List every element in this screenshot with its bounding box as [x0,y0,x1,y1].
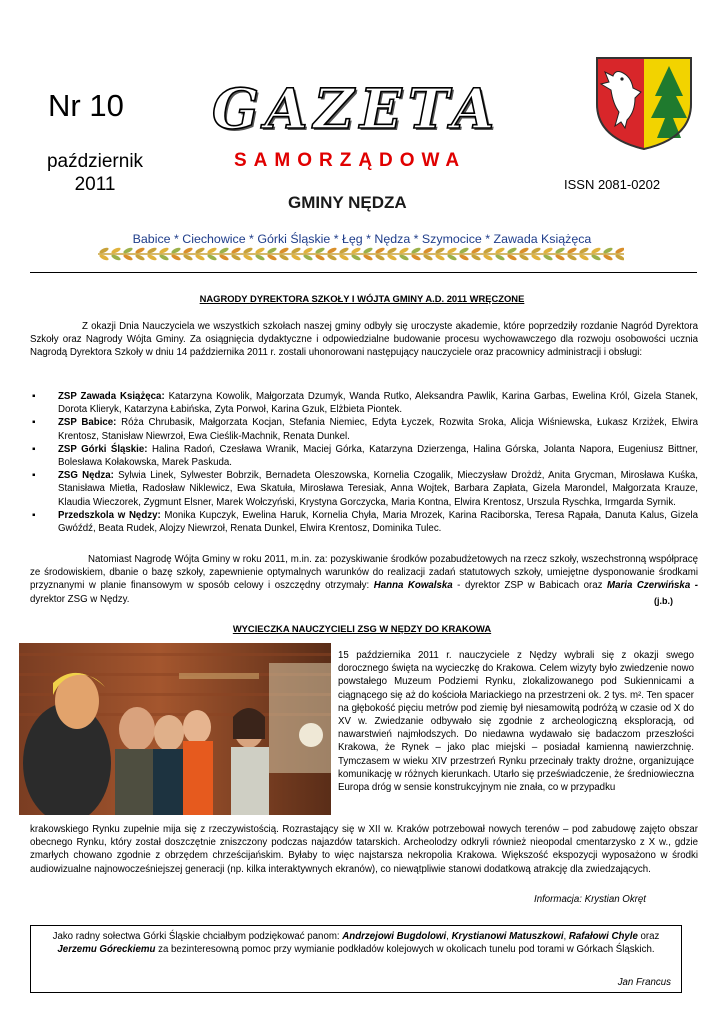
issue-number: Nr 10 [48,88,124,123]
coat-of-arms-icon [591,52,697,151]
school-name: ZSP Górki Śląskie: [58,443,148,455]
article1-outro [30,553,698,606]
thanks-box [30,925,682,993]
thanked-name: Andrzejowi Bugdolowi [342,931,447,942]
thanks-signature: Jan Francus [617,977,671,988]
header-rule [30,272,697,273]
school-name: ZSP Babice: [58,417,117,429]
issue-date [38,150,152,196]
award-names: Róża Chrubasik, Małgorzata Kocjan, Stefania Niemiec, Edyta Łyczek, Rozwita Sroka, Alicja Wiśniewska, Łukasz Krziżek, Elwira Krentosz, Stanisław Niewrzoł, Ewa Cieślik-Machnik, Renata Dunkel. [58,417,698,442]
list-item [30,469,698,509]
awardee-role: - dyrektor ZSP w Babicach oraz [452,580,608,592]
issue-month: październik [46,151,144,172]
thanks-text [37,930,675,957]
article2-column-right [338,649,694,794]
award-names: Monika Kupczyk, Ewelina Haruk, Kornelia Chyła, Maria Mrozek, Karina Raciborska, Teresa Rąpała, Danuta Kalus, Gizela Gwóźdź, Beata Rudek, Alojzy Niewrzoł, Renata Dunkel, Elwira Krentosz, Dominika Tulec. [58,509,698,535]
school-name: ZSG Nędza: [58,470,114,482]
masthead-subtitle: SAMORZĄDOWA [234,150,467,171]
thanks-separator: , [563,931,569,942]
thanked-name: Rafałowi Chyle [568,931,638,942]
article2-signature: Informacja: Krystian Okręt [534,894,646,905]
thanked-name: Jerzemu Góreckiemu [57,944,156,956]
article1-headline: NAGRODY DYREKTORA SZKOŁY I WÓJTA GMINY A.D. 2011 WRĘCZONE [199,293,525,304]
article1-signature: (j.b.) [654,596,673,606]
masthead-title: GAZETA [212,76,501,141]
outro-text: Natomiast Nagrodę Wójta Gminy w roku 2011, m.in. za: pozyskiwanie środków pozabudżetowych na rzecz szkoły, wszechstronną współpracę ze środowiskiem, dbanie o bazę szkoły, zapewnienie optymalnych warunków do realizacji zadań statutowych szkoły, umiejętne dysponowanie środkami przyznanymi w planie finansowym w sposób celowy i oszczędny otrzymały: [30,554,698,592]
list-item [30,416,698,442]
list-item [30,509,698,535]
list-item [30,443,698,469]
thanks-rest: za bezinteresowną pomoc przy wymianie podkładów kolejowych w okolicach tunelu pod torami w Górkach Śląskich. [155,944,655,956]
villages-list: Babice * Ciechowice * Górki Śląskie * Łęg * Nędza * Szymocice * Zawada Książęca [132,232,592,246]
awardee-role: dyrektor ZSG w Nędzy. [30,593,130,605]
thanks-separator: oraz [637,931,660,942]
issue-year: 2011 [74,174,116,195]
school-name: ZSP Zawada Książęca: [58,391,165,402]
article2-text-below: krakowskiego Rynku zupełnie mija się z rzeczywistością. Rozrastający się w XII w. Kraków potrzebował nowych terenów – pod zabudowę zajęto obszar obecnego Rynku, który został doszczętnie zniszczony podczas najazdów tatarskich. Archeolodzy odkryli również nieopodal cmentarzysko z X w., gdzie zmarłych chowano zgodnie z obrzędem chrześcijańskim. Byłaby to więc najstarsza nekropolia Krakowa. Większość ekspozycji wyposażono w środki audiowizualne najnowocześniejszej generacji (np. kilka interaktywnych ekranów), co niewątpliwie stanowi dodatkową atrakcję dla zwiedzających. [30,824,698,875]
article1-intro: Z okazji Dnia Nauczyciela we wszystkich szkołach naszej gminy odbyły się uroczyste akademie, które poprzedziły rozdanie Nagród Dyrektora Szkoły oraz Nagrody Wójta Gminy. Za osiągnięcia dydaktyczne i odpowiedzialne budowanie procesu wychowawczego dla rozwoju osobowości ucznia Nagrodą Dyrektora Szkoły w dniu 14 października 2011 r. zostali uhonorowani następujący nauczyciele oraz pracownicy administracji i obsługi: [30,321,698,359]
school-name: Przedszkola w Nędzy: [58,509,161,521]
awardee-name: Maria Czerwińska - [607,580,698,592]
award-names: Halina Radoń, Czesława Wranik, Maciej Górka, Katarzyna Dzierzenga, Halina Górska, Jolanta Napora, Eugeniusz Bittner, Bolesława Kołakowska, Marek Paskuda. [58,443,698,469]
article2-headline: WYCIECZKA NAUCZYCIELI ZSG W NĘDZY DO KRAKOWA [232,623,492,634]
thanked-name: Krystianowi Matuszkowi [451,931,564,942]
award-names: Katarzyna Kowolik, Małgorzata Dzumyk, Wanda Rutko, Aleksandra Pawlik, Karina Garbas, Ewelina Król, Gizela Stanek, Dorota Klieryk, Katarzyna Łabińska, Zyta Porwoł, Karina Gzuk, Elżbieta Piontek. [58,391,698,416]
awards-list [30,390,698,535]
list-item [30,390,698,416]
wheat-garland-icon [98,246,624,262]
teachers-in-museum-photo [19,643,331,815]
thanks-lead: Jako radny sołectwa Górki Śląskie chciałbym podziękować panom: [52,931,343,942]
awardee-name: Hanna Kowalska [373,580,453,592]
thanks-separator: , [446,931,452,942]
article2-text-right: 15 października 2011 r. nauczyciele z Nędzy wybrali się z okazji swego dorocznego święta na wycieczkę do Krakowa. Celem wizyty było zwiedzenie nowo powstałego Muzeum Podziemi Rynku, zlokalizowanego pod Sukiennicami a ciągnącego się aż do kościoła Mariackiego na przestrzeni ok. 2 tys. m². Ten spacer na głębokość pięciu metrów pod ziemię był niesamowitą podróżą w czasie od X do XV w. Zwiedzanie odbywało się zgodnie z archeologiczną eksploracją, od nawarstwień najmłodszych. Do niedawna wydawało się badaczom przeszłości Krakowa, że Rynek – jako plac miejski – posiadał kamienną nawierzchnię. Tymczasem w wieku XIV przestrzeń Rynku przecinały trakty drożne, organizujące komunikację w różnych kierunkach. Utarło się przeświadczenie, że średniowieczna Europa dróg w sensie konstrukcyjnym nie znała, co w przypadku [338,650,694,794]
issn: ISSN 2081-0202 [564,177,661,192]
award-names: Sylwia Linek, Sylwester Bobrzik, Bernadeta Oleszowska, Kornelia Czogalik, Mieczysław Drożdż, Anita Grycman, Mirosława Kuśka, Stanisława Mietła, Radosław Niklewicz, Ewa Skatuła, Mirosława Teresiak, Anna Wojtek, Barbara Zapłata, Gizela Marondel, Małgorzata Krauze, Klaudia Wieczorek, Zygmunt Elsner, Marek Wołczyński, Krystyna Gorczycka, Maria Kontna, Elwira Krentosz, Urszula Ryschka, Irmgarda Syrnik. [58,470,698,508]
masthead-gmina: GMINY NĘDZA [288,193,407,212]
